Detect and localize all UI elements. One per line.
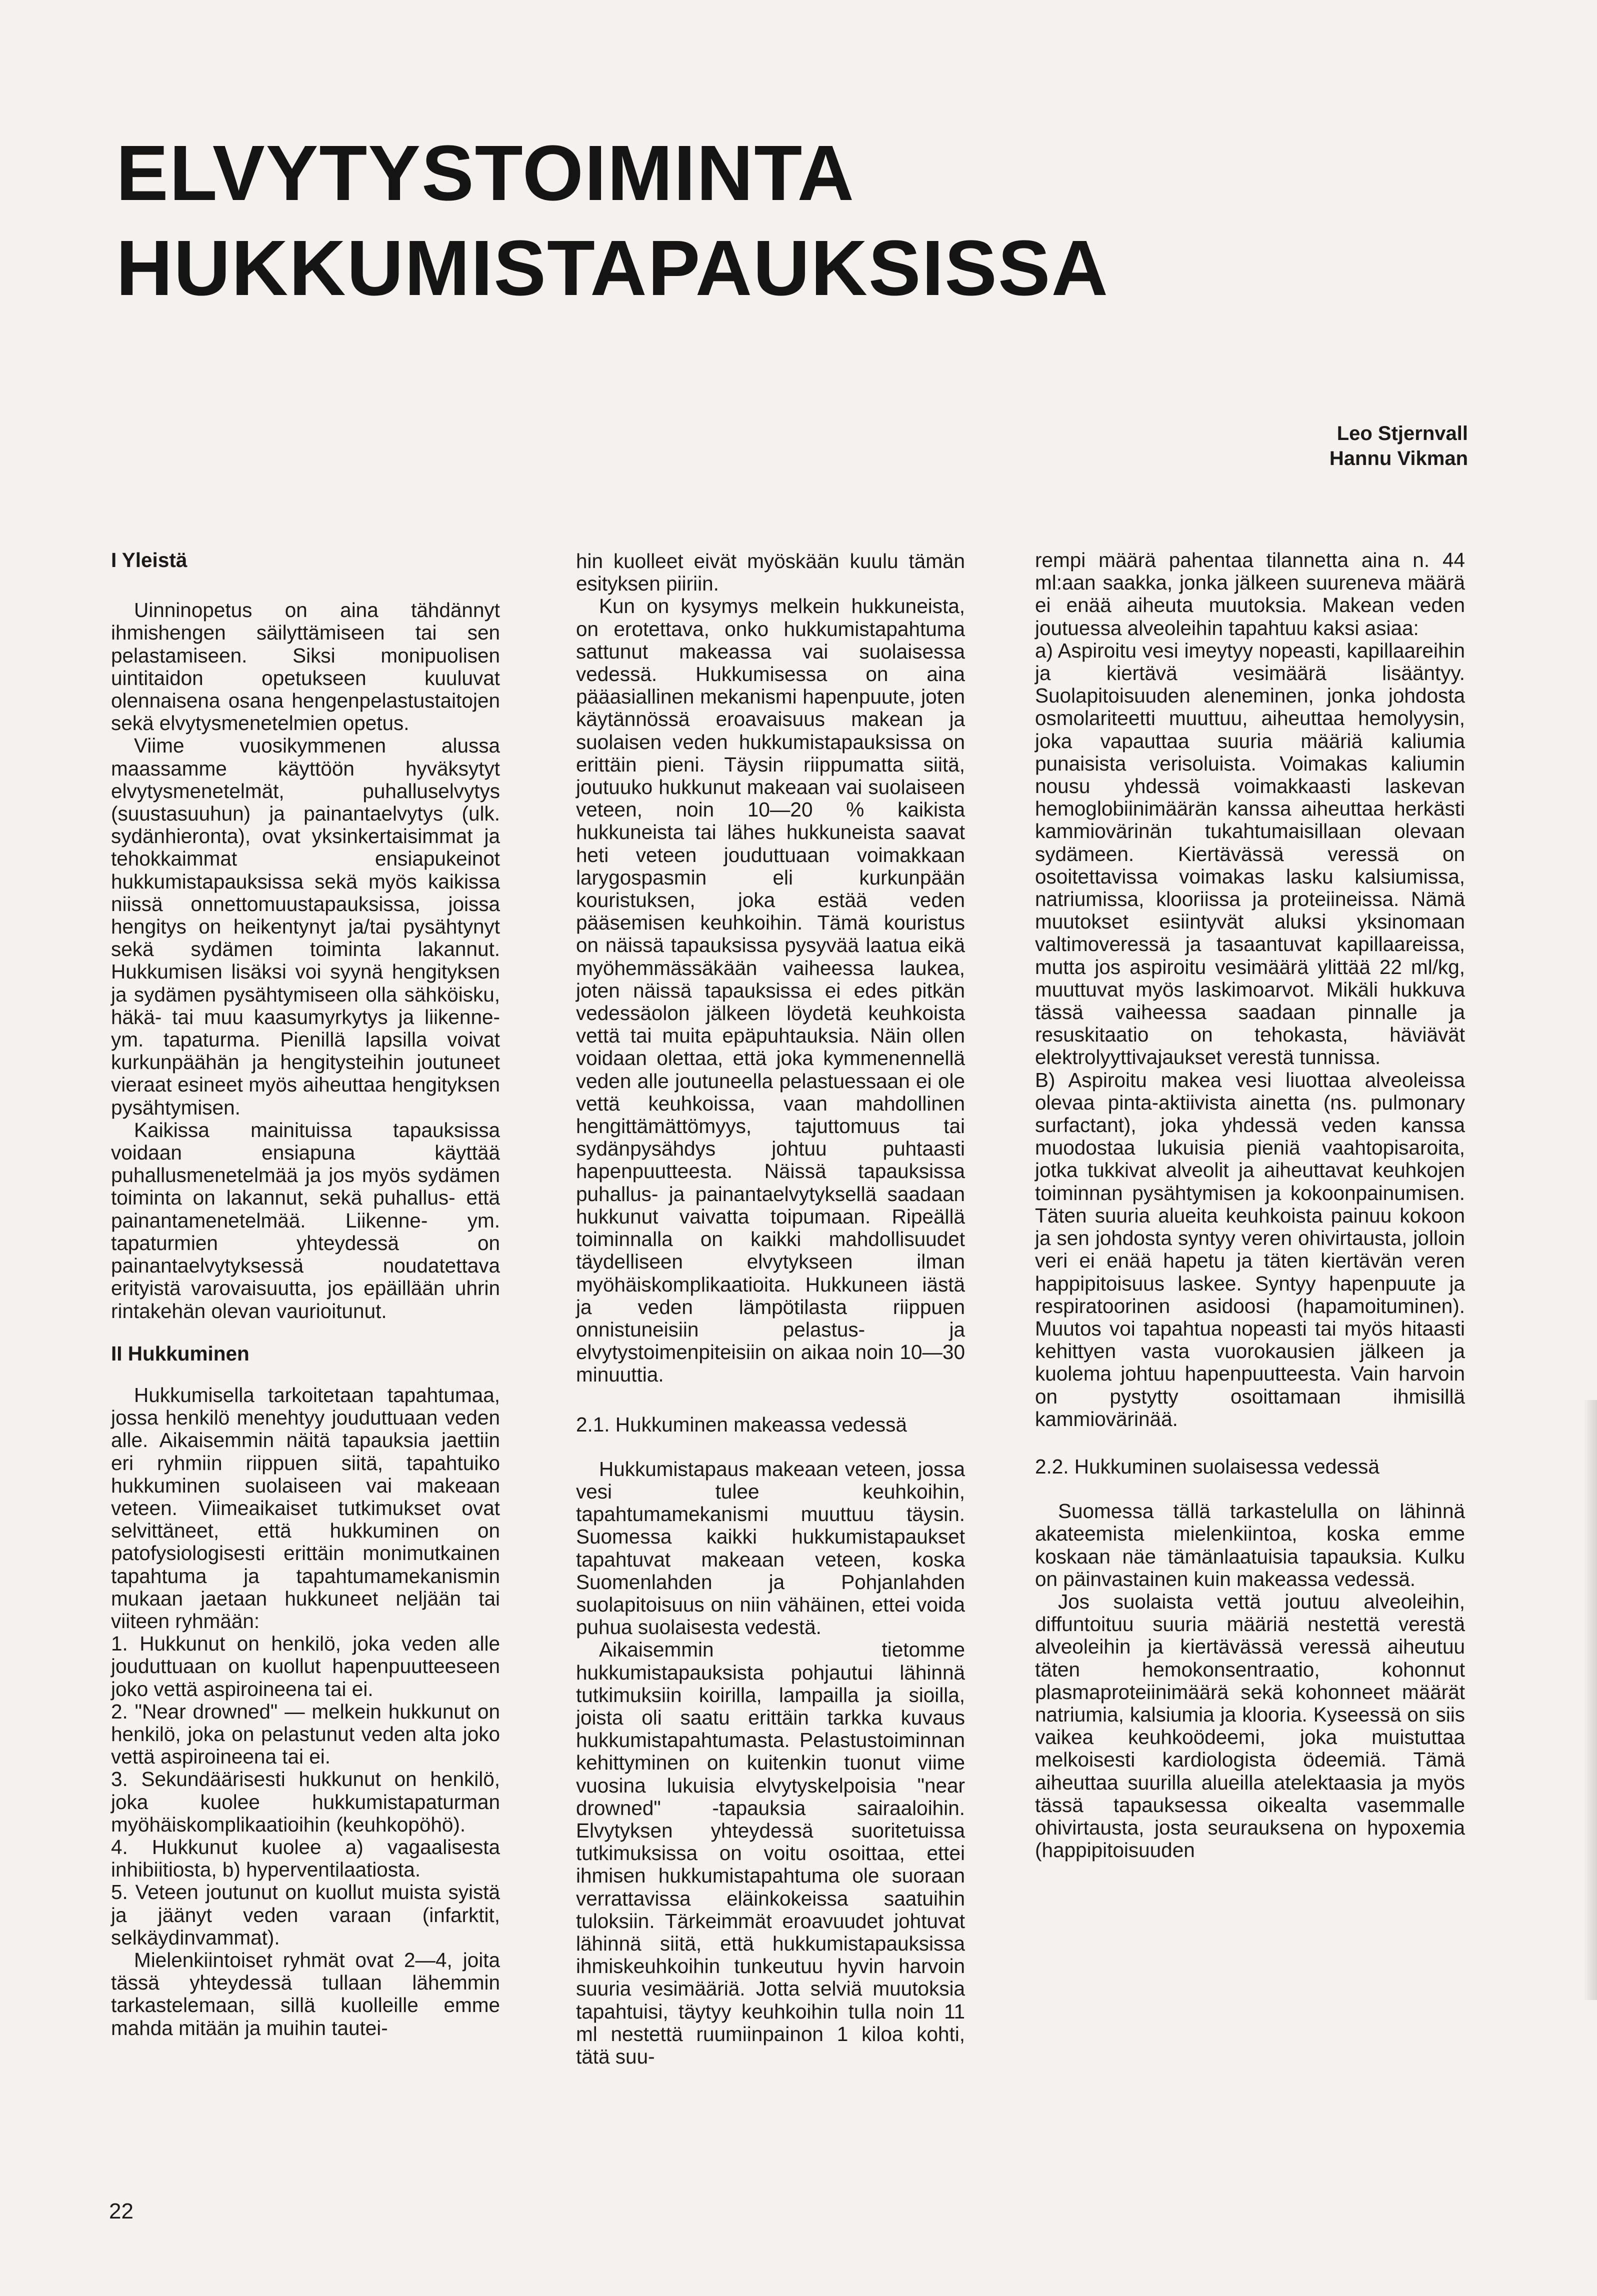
list-item: 3. Sekundäärisesti hukkunut on henkilö, joka kuolee hukkumistapaturman myöhäiskomplikaatioihin (keuhkopöhö).	[111, 1768, 500, 1836]
text-column-2	[576, 550, 965, 2068]
list-item: 5. Veteen joutunut on kuollut muista syistä ja jäänyt veden varaan (infarktit, selkäydinvammat).	[111, 1880, 500, 1949]
paragraph: Kaikissa mainituissa tapauksissa voidaan ensiapuna käyttää puhallusmenetelmää ja jos myös sydämen toiminta on lakannut, sekä puhallus- että painantamenetelmää. Liikenne- ym. tapaturmien yhteydessä on painantaelvytyksessä noudatettava erityistä varovaisuutta, jos epäillään uhrin rintakehän olevan vaurioitunut.	[111, 1118, 500, 1322]
scan-edge-shadow	[1584, 1400, 1597, 2000]
subsection-heading: 2.1. Hukkuminen makeassa vedessä	[576, 1412, 907, 1436]
paragraph: Kun on kysymys melkein hukkuneista, on erotettava, onko hukkumistapahtuma sattunut makeassa vai suolaisessa vedessä. Hukkumisessa on aina pääasiallinen mekanismi hapenpuute, joten käytännössä eroavaisuus makean ja suolaisen veden hukkumistapauksissa on erittäin pieni. Täysin riippumatta siitä, joutuuko hukkunut makeaan vai suolaiseen veteen, noin 10—20 % kaikista hukkuneista tai lähes hukkuneista saavat heti veteen jouduttuaan voimakkaan larygospasmin eli kurkunpään kouristuksen, joka estää veden pääsemisen keuhkoihin. Tämä kouristus on näissä tapauksissa pysyvää laatua eikä myöhemmässäkään vaiheessa laukea, joten näissä tapauksissa ei edes pitkän vedessäolon jälkeen löydetä keuhkoista vettä tai muita epäpuhtauksia. Näin ollen voidaan olettaa, että joka kymmenennellä veden alle joutuneella pelastuessaan ei ole vettä keuhkoissa, vaan mahdollinen hengittämättömyys, tajuttomuus tai sydänpysähdys johtuu puhtaasti hapenpuutteesta. Näissä tapauksissa puhallus- ja painantaelvytyksellä saadaan hukkunut vaivatta toipumaan. Ripeällä toiminnalla on kaikki mahdollisuudet täydelliseen elvytykseen ilman myöhäiskomplikaatioita. Hukkuneen iästä ja veden lämpötilasta riippuen onnistuneisiin pelastus- ja elvytystoimenpiteisiin on aikaa noin 10—30 minuuttia.	[576, 594, 965, 1386]
paragraph: Suomessa tällä tarkastelulla on lähinnä akateemista mielenkiintoa, koska emme koskaan näe tämänlaatuisia tapauksia. Kulku on päinvastainen kuin makeassa vedessä.	[1035, 1500, 1465, 1590]
paragraph: Uinninopetus on aina tähdännyt ihmishengen säilyttämiseen tai sen pelastamiseen. Siksi monipuolisen uintitaidon opetukseen kuuluvat olennaisena osana hengenpelastustaitojen sekä elvytysmenetelmien opetus.	[111, 598, 500, 735]
paragraph: Viime vuosikymmenen alussa maassamme käyttöön hyväksytyt elvytysmenetelmät, puhalluselvytys (suustasuuhun) ja painantaelvytys (ulk. sydänhieronta), ovat yksinkertaisimmat ja tehokkaimmat ensiapukeinot hukkumistapauksissa sekä myös kaikissa niissä onnettomuustapauksissa, joissa hengitys on heikentynyt ja/tai pysähtynyt sekä sydämen toiminta lakannut. Hukkumisen lisäksi voi syynä hengityksen ja sydämen pysähtymiseen olla sähköisku, häkä- tai muu kaasumyrkytys ja liikenne- ym. tapaturma. Pienillä lapsilla voivat kurkunpäähän ja hengitysteihin joutuneet vieraat esineet myös aiheuttaa hengityksen pysähtymisen.	[111, 734, 500, 1119]
paragraph: a) Aspiroitu vesi imeytyy nopeasti, kapillaareihin ja kiertävä vesimäärä lisääntyy. Suolapitoisuuden aleneminen, jonka johdosta osmolariteetti muuttuu, aiheuttaa hemolyysin, joka vapauttaa suuria määriä kaliumia punaisista verisoluista. Voimakas kaliumin nousu yhdessä voimakkaasti laskevan hemoglobiinimäärän kanssa aiheuttaa herkästi kammiovärinän tukahtumaisillaan olevaan sydämeen. Kiertävässä veressä on osoitettavissa voimakas lasku kalsiumissa, natriumissa, klooriissa ja proteiineissa. Nämä muutokset esiintyvät aluksi yksinomaan valtimoveressä ja tasaantuvat kapillaareissa, mutta jos aspiroitu vesimäärä ylittää 22 ml/kg, muuttuvat myös laskimoarvot. Mikäli hukkuva tässä vaiheessa saadaan pinnalle ja resuskitaatio on tehokasta, häviävät elektrolyyttivajaukset verestä tunnissa.	[1035, 638, 1465, 1069]
author-name: Hannu Vikman	[1329, 448, 1468, 470]
list-item: 4. Hukkunut kuolee a) vagaalisesta inhibiitiosta, b) hyperventilaatiosta.	[111, 1835, 500, 1882]
list-item: 1. Hukkunut on henkilö, joka veden alle jouduttuaan on kuollut hapenpuutteeseen joko vettä aspiroineena tai ei.	[111, 1632, 500, 1700]
author-name: Leo Stjernvall	[1336, 422, 1468, 444]
paragraph: hin kuolleet eivät myöskään kuulu tämän esityksen piiriin.	[576, 550, 965, 596]
page-number: 22	[109, 2199, 134, 2224]
text-column-3	[1035, 549, 1465, 1862]
author-block	[1330, 421, 1468, 471]
section-heading: I Yleistä	[111, 548, 188, 572]
list-item: 2. "Near drowned" — melkein hukkunut on henkilö, joka on pelastunut veden alta joko vettä aspiroineena tai ei.	[111, 1700, 500, 1768]
text-column-1	[111, 549, 500, 2040]
paragraph: B) Aspiroitu makea vesi liuottaa alveoleissa olevaa pinta-aktiivista ainetta (ns. pulmonary surfactant), joka yhdessä veden kanssa muodostaa lukuisia pieniä vaahtopisaroita, jotka tukkivat alveolit ja aiheuttavat keuhkojen toiminnan pysähtymisen ja kokoonpainumisen. Täten suuria alueita keuhkoista painuu kokoon ja sen johdosta syntyy veren ohivirtausta, jolloin veri ei enää hapetu ja täten kiertävän veren happipitoisuus laskee. Syntyy hapenpuute ja respiratoorinen asidoosi (hapamoituminen). Muutos voi tapahtua nopeasti tai myös hitaasti kehittyen vasta vuorokausien jälkeen ja kuolema johtuu hapenpuutteesta. Vain harvoin on pystytty osoittamaan ihmisillä kammiovärinää.	[1035, 1068, 1465, 1430]
paragraph: rempi määrä pahentaa tilannetta aina n. 44 ml:aan saakka, jonka jälkeen suureneva määrä ei enää aiheuta muutoksia. Makean veden joutuessa alveoleihin tapahtuu kaksi asiaa:	[1035, 548, 1465, 640]
section-heading: II Hukkuminen	[111, 1342, 250, 1365]
paragraph: Jos suolaista vettä joutuu alveoleihin, diffuntoituu suuria määriä nestettä verestä alveoleihin ja kiertävässä veressä aiheutuu täten hemokonsentraatio, kohonnut plasmaproteiinimäärä sekä kohonneet määrät natriumia, kalsiumia ja klooria. Kyseessä on siis vaikea keuhkoödeemi, joka muistuttaa melkoisesti kardiologista ödeemiä. Tämä aiheuttaa suurilla alueilla atelektaasia ja myös tässä tapauksessa oikealta vasemmalle ohivirtausta, josta seurauksena on hypoxemia (happipitoisuuden	[1035, 1590, 1465, 1862]
article-title-line-1: ELVYTYSTOIMINTA	[116, 130, 855, 217]
article-title-line-2: HUKKUMISTAPAUKSISSA	[116, 224, 1110, 312]
paragraph: Aikaisemmin tietomme hukkumistapauksista pohjautui lähinnä tutkimuksiin koirilla, lampailla ja sioilla, joista oli saatu erittäin tarkka kuvaus hukkumistapahtumasta. Pelastustoiminnan kehittyminen on kuitenkin tuonut viime vuosina lukuisia elvytyskelpoisia "near drowned" -tapauksia sairaaloihin. Elvytyksen yhteydessä suoritetuissa tutkimuksissa on voitu osoittaa, ettei ihmisen hukkumistapahtuma ole suoraan verrattavissa eläinkokeissa saatuihin tuloksiin. Tärkeimmät eroavuudet johtuvat lähinnä siitä, että hukkumistapauksissa ihmiskeuhkoihin tunkeutuu hyvin harvoin suuria vesimääriä. Jotta selviä muutoksia tapahtuisi, täytyy keuhkoihin tulla noin 11 ml nestettä ruumiinpainon 1 kiloa kohti, tätä suu-	[576, 1638, 965, 2068]
paragraph: Hukkumistapaus makeaan veteen, jossa vesi tulee keuhkoihin, tapahtumamekanismi muuttuu täysin. Suomessa kaikki hukkumistapaukset tapahtuvat makeaan veteen, koska Suomenlahden ja Pohjanlahden suolapitoisuus on niin vähäinen, ettei voida puhua suolaisesta vedestä.	[576, 1457, 965, 1639]
subsection-heading: 2.2. Hukkuminen suolaisessa vedessä	[1035, 1454, 1380, 1478]
article-title	[116, 126, 1109, 316]
paragraph: Mielenkiintoiset ryhmät ovat 2—4, joita tässä yhteydessä tullaan lähemmin tarkastelemaan, sillä kuolleille emme mahda mitään ja muihin tautei-	[111, 1948, 500, 2040]
paragraph: Hukkumisella tarkoitetaan tapahtumaa, jossa henkilö menehtyy jouduttuaan veden alle. Aikaisemmin näitä tapauksia jaettiin eri ryhmiin riippuen siitä, tapahtuiko hukkuminen suolaiseen vai makeaan veteen. Viimeaikaiset tutkimukset ovat selvittäneet, että hukkuminen on patofysiologisesti erittäin monimutkainen tapahtuma ja tapahtumamekanismin mukaan jaetaan hukkuneet neljään tai viiteen ryhmään:	[111, 1383, 500, 1632]
